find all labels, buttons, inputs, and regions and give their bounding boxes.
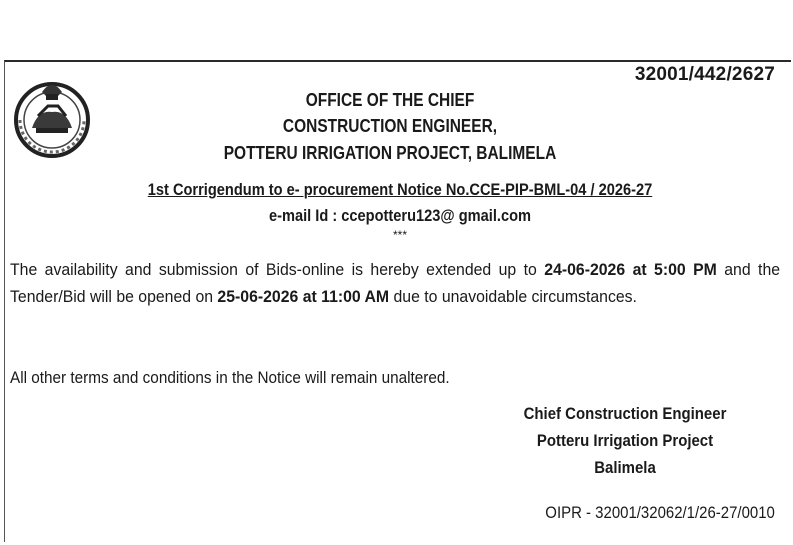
- separator-stars: ***: [392, 228, 407, 242]
- office-line-1: OFFICE OF THE CHIEF: [305, 90, 475, 110]
- notice-text-3: due to unavoidable circumstances.: [389, 287, 637, 306]
- deadline-date: 24-06-2026 at 5:00 PM: [544, 260, 717, 279]
- notice-text-1: The availability and submission of Bids-online is hereby extended up to: [10, 260, 545, 279]
- oipr-number: OIPR - 32001/32062/1/26-27/0010: [545, 503, 775, 522]
- reference-number: 32001/442/2627: [634, 64, 775, 85]
- notice-text-2: and the Tender/Bid will be opened on: [10, 260, 781, 306]
- office-line-3: POTTERU IRRIGATION PROJECT, BALIMELA: [223, 143, 557, 163]
- corrigendum-title: 1st Corrigendum to e- procurement Notice No.CCE-PIP-BML-04 / 2026-27: [147, 180, 653, 199]
- odisha-government-seal-icon: [8, 70, 96, 158]
- notice-body: [10, 256, 780, 310]
- opening-date: 25-06-2026 at 11:00 AM: [217, 287, 390, 306]
- signatory-project: Potteru Irrigation Project: [536, 431, 714, 450]
- signatory-place: Balimela: [594, 458, 656, 477]
- office-line-2: CONSTRUCTION ENGINEER,: [282, 116, 498, 136]
- signatory-title: Chief Construction Engineer: [523, 404, 727, 423]
- email-line: e-mail Id : ccepotteru123@ gmail.com: [268, 206, 532, 225]
- other-terms: All other terms and conditions in the Notice will remain unaltered.: [10, 368, 450, 387]
